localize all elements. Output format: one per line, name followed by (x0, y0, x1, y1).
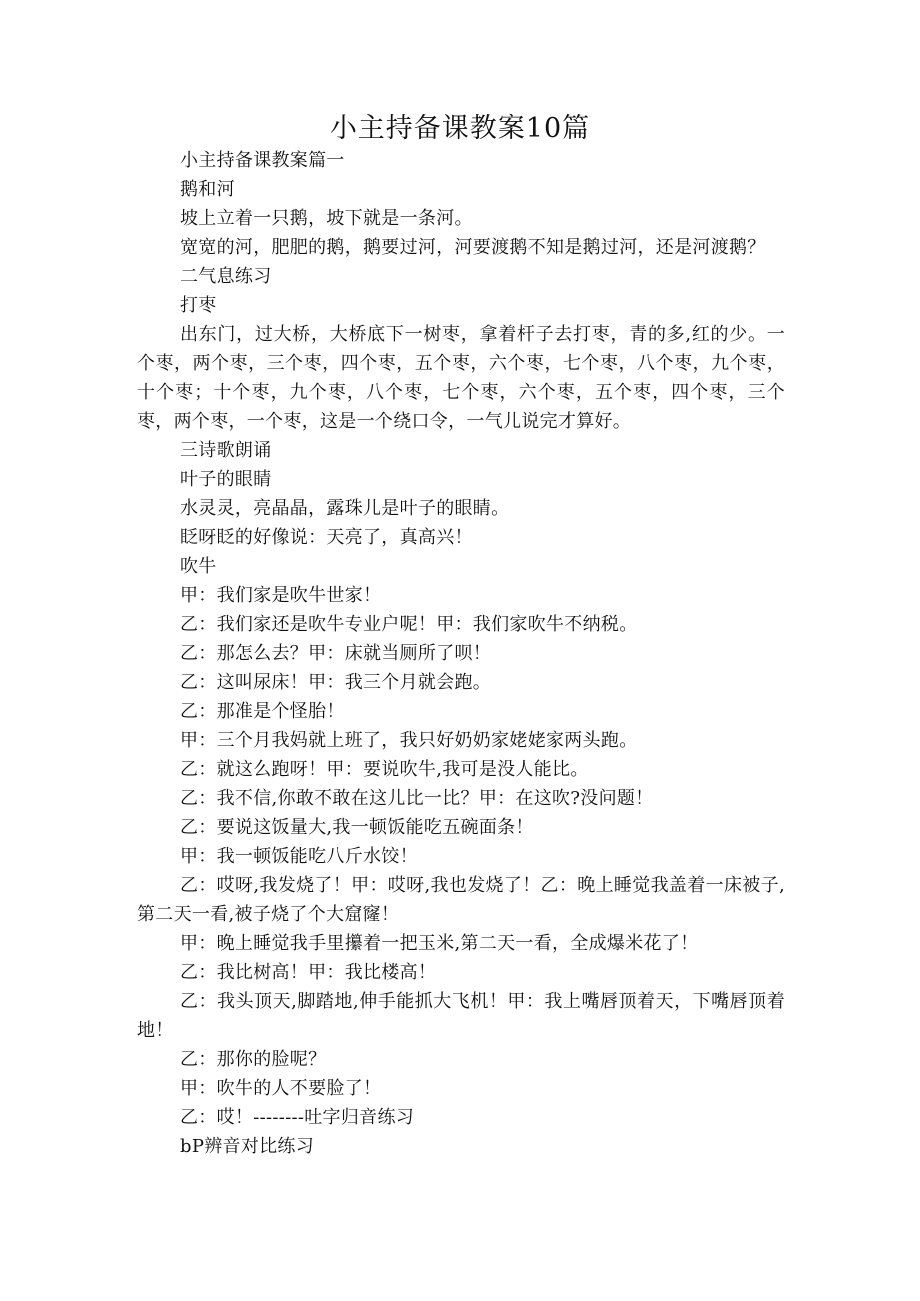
paragraph: 出东门，过大桥，大桥底下一树枣，拿着杆子去打枣，青的多,红的少。一个枣，两个枣，三个枣，四个枣，五个枣，六个枣，七个枣，八个枣，九个枣，十个枣；十个枣，九个枣，八个枣，七个枣，六个枣，五个枣，四个枣，三个枣，两个枣，一个枣，这是一个绕口令，一气儿说完才算好。 (137, 324, 785, 432)
paragraph: 吹牛 (180, 556, 217, 577)
paragraph: 甲：三个月我妈就上班了，我只好奶奶家姥姥家两头跑。 (180, 730, 638, 751)
paragraph: 乙：我们家还是吹牛专业户呢！甲：我们家吹牛不纳税。 (180, 614, 638, 635)
paragraph: 叶子的眼睛 (180, 469, 272, 490)
paragraph: 乙：就这么跑呀！甲：要说吹牛,我可是没人能比。 (180, 759, 589, 780)
paragraph: 三诗歌朗诵 (180, 440, 272, 461)
paragraph: 乙：要说这饭量大,我一顿饭能吃五碗面条！ (180, 817, 534, 838)
paragraph: 鹅和河 (180, 179, 235, 200)
paragraph: 乙：我头顶天,脚踏地,伸手能抓大飞机！甲：我上嘴唇顶着天，下嘴唇顶着地！ (137, 991, 785, 1041)
paragraph: 坡上立着一只鹅，坡下就是一条河。 (180, 208, 473, 229)
paragraph: 眨呀眨的好像说：天亮了，真高兴！ (180, 527, 473, 548)
paragraph: bP辨音对比练习 (180, 1136, 315, 1157)
paragraph: 水灵灵，亮晶晶，露珠儿是叶子的眼睛。 (180, 498, 510, 519)
paragraph: 乙：这叫尿床！甲：我三个月就会跑。 (180, 672, 492, 693)
paragraph: 小主持备课教案篇一 (180, 150, 345, 171)
paragraph: 乙：那你的脸呢？ (180, 1049, 327, 1070)
paragraph: 甲：我们家是吹牛世家！ (180, 585, 382, 606)
paragraph: 打枣 (180, 295, 217, 316)
paragraph: 乙：哎！--------吐字归音练习 (180, 1107, 415, 1128)
paragraph: 甲：吹牛的人不要脸了！ (180, 1078, 382, 1099)
document-body (137, 146, 785, 1161)
paragraph: 宽宽的河，肥肥的鹅，鹅要过河，河要渡鹅不知是鹅过河，还是河渡鹅？ (180, 237, 766, 258)
paragraph: 二气息练习 (180, 266, 272, 287)
paragraph: 乙：那准是个怪胎！ (180, 701, 345, 722)
paragraph: 甲：晚上睡觉我手里攥着一把玉米,第二天一看，全成爆米花了！ (180, 933, 699, 954)
document-title: 小主持备课教案10篇 (329, 113, 591, 144)
paragraph: 甲：我一顿饭能吃八斤水饺！ (180, 846, 418, 867)
paragraph: 乙：哎呀,我发烧了！甲：哎呀,我也发烧了！乙：晚上睡觉我盖着一床被子,第二天一看,被子烧了个大窟窿！ (137, 875, 785, 925)
paragraph: 乙：我不信,你敢不敢在这儿比一比？甲：在这吹?没问题！ (180, 788, 654, 809)
paragraph: 乙：我比树高！甲：我比楼高！ (180, 962, 437, 983)
paragraph: 乙：那怎么去？甲：床就当厕所了呗！ (180, 643, 492, 664)
